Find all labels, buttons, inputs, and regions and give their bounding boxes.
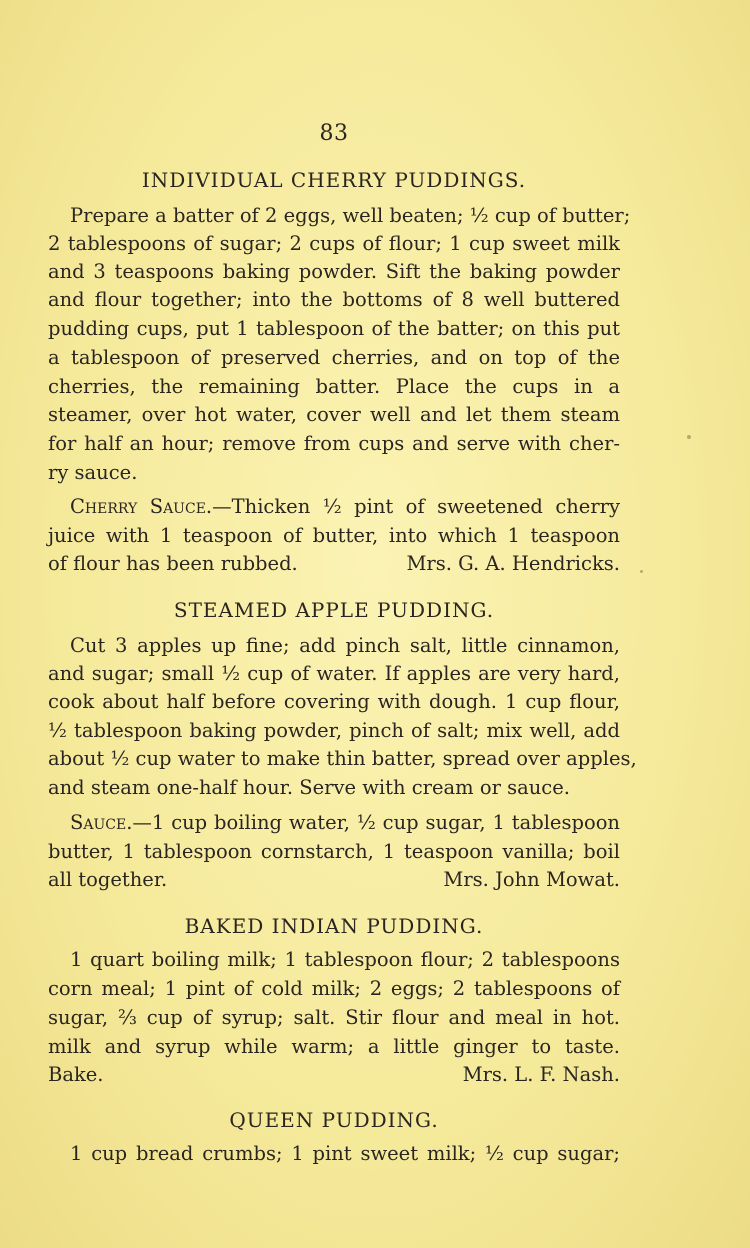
recipe-line: for half an hour; remove from cups and serve with cher- (48, 432, 620, 455)
sauce-text: all together. (48, 868, 168, 891)
recipe-line: cherries, the remaining batter. Place the cups in a (48, 375, 620, 398)
sauce-line (70, 811, 620, 835)
recipe-line: about ½ cup water to make thin batter, spread over apples, (48, 747, 637, 770)
recipe-line: ry sauce. (48, 461, 138, 484)
recipe-text: Bake. (48, 1063, 104, 1086)
recipe-signature: Mrs. G. A. Hendricks. (406, 552, 620, 575)
sauce-last-line (48, 868, 620, 892)
recipe-line: and steam one-half hour. Serve with cream or sauce. (48, 776, 570, 799)
sauce-text: —Thicken ½ pint of sweetened cherry (212, 495, 620, 518)
recipe-line: Cut 3 apples up fine; add pinch salt, little cinnamon, (70, 634, 620, 657)
recipe-line: milk and syrup while warm; a little ginger to taste. (48, 1035, 620, 1058)
paper-speck (640, 570, 643, 573)
recipe-title-baked-indian: BAKED INDIAN PUDDING. (184, 914, 484, 938)
sauce-line: butter, 1 tablespoon cornstarch, 1 teaspoon vanilla; boil (48, 840, 620, 863)
recipe-line: sugar, ⅔ cup of syrup; salt. Stir flour and meal in hot. (48, 1006, 620, 1029)
recipe-title-cherry-puddings: INDIVIDUAL CHERRY PUDDINGS. (141, 168, 527, 192)
recipe-line: cook about half before covering with dough. 1 cup flour, (48, 690, 620, 713)
sauce-label: Sauce. (70, 811, 133, 834)
sauce-line: juice with 1 teaspoon of butter, into which 1 teaspoon (48, 524, 620, 547)
recipe-line: 1 cup bread crumbs; 1 pint sweet milk; ½ cup sugar; (70, 1142, 620, 1165)
recipe-line: Prepare a batter of 2 eggs, well beaten; ½ cup of butter; (70, 204, 631, 227)
recipe-line: and flour together; into the bottoms of 8 well buttered (48, 288, 620, 311)
recipe-line: a tablespoon of preserved cherries, and on top of the (48, 346, 620, 369)
sauce-label: Cherry Sauce. (70, 495, 213, 518)
sauce-last-line (48, 552, 620, 576)
page-number: 83 (319, 121, 349, 146)
recipe-title-steamed-apple: STEAMED APPLE PUDDING. (173, 598, 495, 622)
paper-speck (687, 435, 691, 439)
recipe-line: steamer, over hot water, cover well and let them steam (48, 403, 620, 426)
recipe-title-queen-pudding: QUEEN PUDDING. (229, 1108, 439, 1132)
recipe-line: and sugar; small ½ cup of water. If apples are very hard, (48, 662, 620, 685)
recipe-line: and 3 teaspoons baking powder. Sift the baking powder (48, 260, 620, 283)
recipe-line: 2 tablespoons of sugar; 2 cups of flour; 1 cup sweet milk (48, 232, 620, 255)
recipe-line: ½ tablespoon baking powder, pinch of salt; mix well, add (48, 719, 620, 742)
sauce-text: —1 cup boiling water, ½ cup sugar, 1 tablespoon (132, 811, 620, 834)
sauce-text: of flour has been rubbed. (48, 552, 298, 575)
recipe-line: 1 quart boiling milk; 1 tablespoon flour; 2 tablespoons (70, 948, 620, 971)
recipe-signature: Mrs. John Mowat. (443, 868, 620, 891)
recipe-signature: Mrs. L. F. Nash. (462, 1063, 620, 1086)
recipe-line: pudding cups, put 1 tablespoon of the batter; on this put (48, 317, 620, 340)
recipe-last-line (48, 1063, 620, 1087)
sauce-line (70, 495, 620, 519)
recipe-line: corn meal; 1 pint of cold milk; 2 eggs; 2 tablespoons of (48, 977, 620, 1000)
